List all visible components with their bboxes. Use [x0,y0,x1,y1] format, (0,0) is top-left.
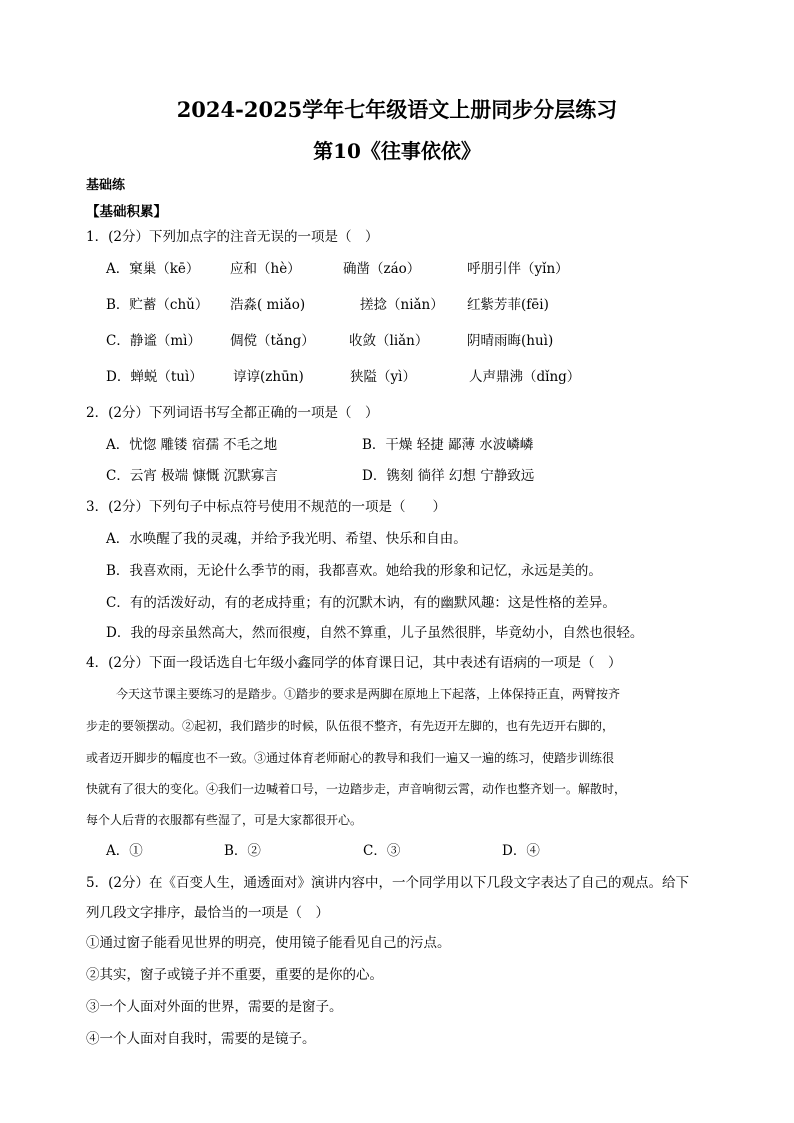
q4-passage-line: 快就有了很大的变化。④我们一边喊着口号，一边踏步走，声音响彻云霄，动作也整齐划一。解散时， [86,782,627,796]
q2-option-d: D．镌刻 徜徉 幻想 宁静致远 [362,468,535,484]
q1-option-b-2: 浩淼( miǎo) [230,297,306,313]
q4-passage-line: 今天这节课主要练习的是踏步。①踏步的要求是两脚在原地上下起落，上体保持正直，两臂按齐 [116,687,621,701]
level-label: 基础练 [86,178,126,193]
section-heading: 【基础积累】 [86,204,167,220]
q5-item-1: ①通过窗子能看见世界的明亮，使用镜子能看见自己的污点。 [86,935,451,951]
q3-option-a: A．水唤醒了我的灵魂，并给予我光明、希望、快乐和自由。 [106,531,467,547]
q1-option-d-4: 人声鼎沸（dǐng） [469,369,581,385]
q2-option-c: C．云宵 极端 慷慨 沉默寡言 [106,468,278,484]
q1-stem: 1．(2分）下列加点字的注音无误的一项是（ ） [86,229,379,245]
q4-option-b: B．② [224,843,261,859]
q4-stem: 4．(2分）下面一段话选自七年级小鑫同学的体育课日记，其中表述有语病的一项是（ ） [86,655,622,671]
q2-option-a: A．忧惚 雕镂 宿孺 不毛之地 [106,437,278,453]
q1-option-a-1: A．窠巢（kē） [106,261,200,277]
q2-option-b: B．干燥 轻捷 鄙薄 水波嶙嶙 [362,437,534,453]
q1-option-d-2: 谆谆(zhūn) [233,369,304,385]
q3-option-b: B．我喜欢雨，无论什么季节的雨，我都喜欢。她给我的形象和记忆，永远是美的。 [106,563,602,579]
q1-option-c-1: C．静谧（mì） [106,333,201,349]
q5-stem: 5．(2分）在《百变人生，通透面对》演讲内容中，一个同学用以下几段文字表达了自己的观点。给下 [86,875,689,891]
q1-option-a-4: 呼朋引伴（yǐn） [467,261,569,277]
document-title: 2024-2025学年七年级语文上册同步分层练习 [176,97,618,122]
q1-option-d-3: 狭隘（yì） [350,369,416,385]
lesson-title: 第10《往事依依》 [313,139,481,163]
q4-option-c: C．③ [363,843,401,859]
q1-option-c-4: 阴晴雨晦(huì) [467,333,554,349]
q1-option-b-1: B．贮蓄（chǔ） [106,297,209,313]
q5-item-3: ③一个人面对外面的世界，需要的是窗子。 [86,999,343,1015]
q3-option-c: C．有的活泼好动，有的老成持重；有的沉默木讷，有的幽默风趣：这是性格的差异。 [106,595,616,611]
q4-passage-line: 步走的要领摆动。②起初，我们踏步的时候，队伍很不整齐，有先迈开左脚的，也有先迈开右脚的， [86,719,615,733]
q4-option-d: D．④ [502,843,540,859]
q1-option-a-2: 应和（hè） [230,261,301,277]
q2-stem: 2．(2分）下列词语书写全都正确的一项是（ ） [86,405,379,421]
q4-option-a: A．① [106,843,143,859]
q4-passage-line: 或者迈开脚步的幅度也不一致。③通过体育老师耐心的教导和我们一遍又一遍的练习，使踏步训练很 [86,751,615,765]
q5-item-2: ②其实，窗子或镜子并不重要，重要的是你的心。 [86,967,383,983]
q1-option-b-4: 红紫芳菲(fēi) [467,297,549,313]
q5-stem-continued: 列几段文字排序，最恰当的一项是（ ） [86,905,329,921]
q1-option-c-3: 收敛（liǎn） [349,333,429,349]
q1-option-b-3: 搓捻（niǎn） [360,297,444,313]
q3-stem: 3．(2分）下列句子中标点符号使用不规范的一项是（ ） [86,499,446,515]
q3-option-d: D．我的母亲虽然高大，然而很瘦，自然不算重，儿子虽然很胖，毕竟幼小，自然也很轻。 [106,625,644,641]
q1-option-c-2: 倜傥（tǎng） [230,333,315,349]
q4-passage-line: 每个人后背的衣服都有些湿了，可是大家都很开心。 [86,813,363,827]
q1-option-a-3: 确凿（záo） [343,261,421,277]
q1-option-d-1: D．蝉蜕（tuì） [106,369,203,385]
q5-item-4: ④一个人面对自我时，需要的是镜子。 [86,1031,316,1047]
